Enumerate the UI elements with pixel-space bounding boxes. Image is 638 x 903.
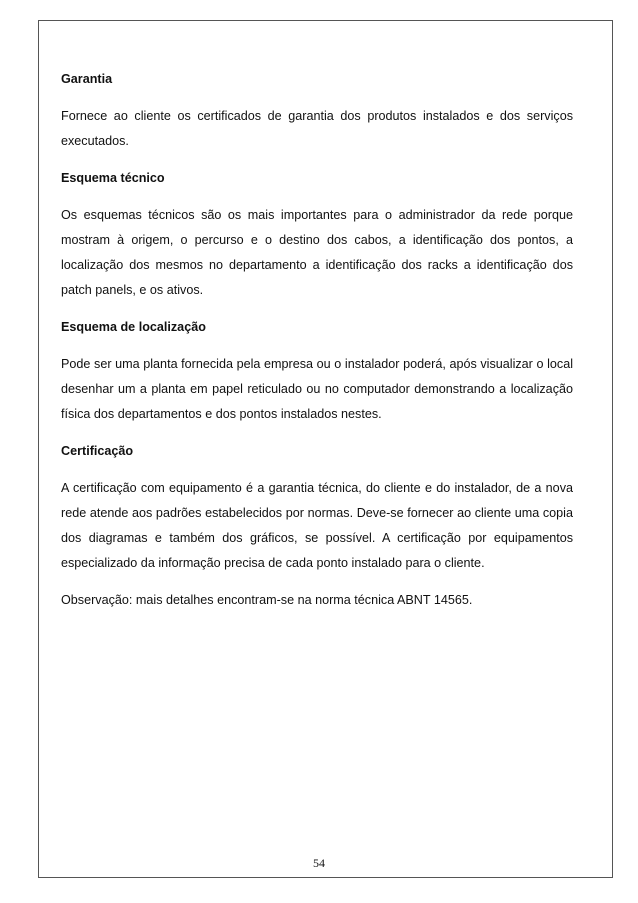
- page-number: 54: [313, 856, 325, 870]
- paragraph-observacao: Observação: mais detalhes encontram-se na norma técnica ABNT 14565.: [61, 593, 473, 607]
- section-heading-esquema-localizacao: Esquema de localização: [61, 320, 206, 334]
- paragraph-certificacao: A certificação com equipamento é a garantia técnica, do cliente e do instalador, de a nova rede atende aos padrões estabelecidos por normas. Deve-se fornecer ao cliente uma copia dos diagramas e também dos gráficos, se possível. A certificação por equipamentos especializado da informação precisa de cada ponto instalado para o cliente.: [61, 481, 573, 570]
- section-heading-esquema-tecnico: Esquema técnico: [61, 171, 165, 185]
- paragraph-esquema-tecnico: Os esquemas técnicos são os mais importantes para o administrador da rede porque mostram à origem, o percurso e o destino dos cabos, a identificação dos pontos, a localização dos mesmos no departamento a identificação dos racks a identificação dos patch panels, e os ativos.: [61, 208, 573, 297]
- paragraph-garantia: Fornece ao cliente os certificados de garantia dos produtos instalados e dos serviços executados.: [61, 109, 573, 148]
- paragraph-esquema-localizacao: Pode ser uma planta fornecida pela empresa ou o instalador poderá, após visualizar o local desenhar um a planta em papel reticulado ou no computador demonstrando a localização física dos departamentos e dos pontos instalados nestes.: [61, 357, 573, 421]
- section-heading-certificacao: Certificação: [61, 444, 134, 458]
- section-heading-garantia: Garantia: [61, 72, 113, 86]
- document-body: [61, 67, 573, 625]
